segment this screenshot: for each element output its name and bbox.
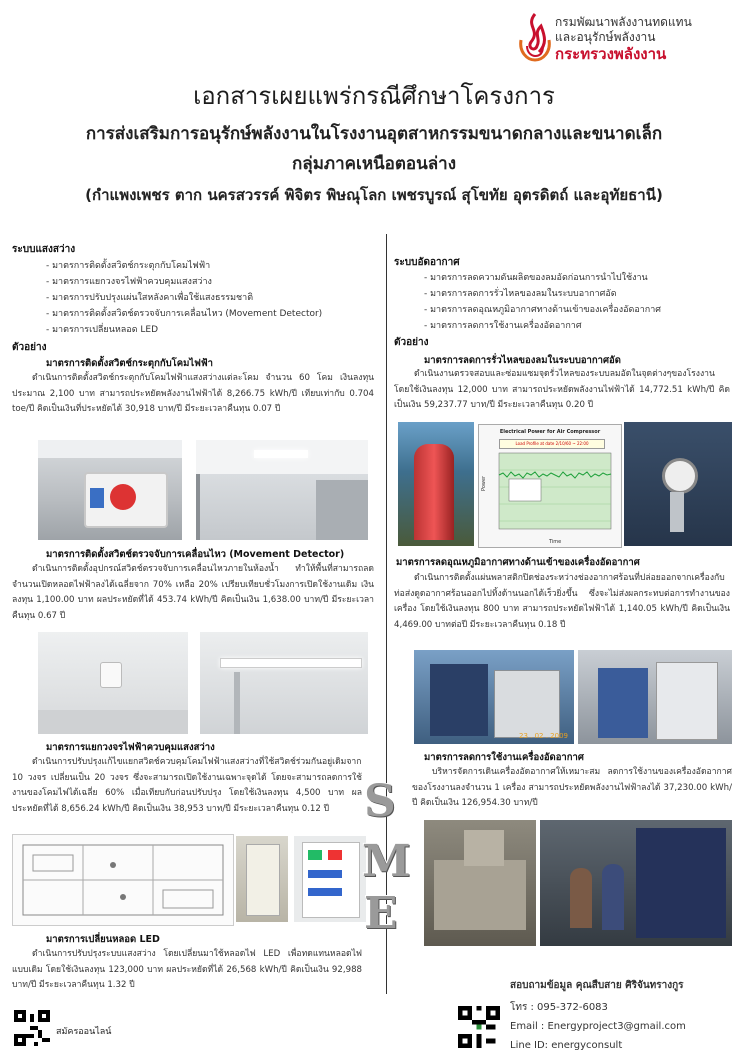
list-item: - มาตรการลดการรั่วไหลของลมในระบบอากาศอัด xyxy=(424,286,661,302)
page-title: เอกสารเผยแพร่กรณีศึกษาโครงการ xyxy=(193,82,555,110)
example-text: บริหารจัดการเดินเครื่องอัดอากาศให้เหมาะสม ลดการใช้งานของเครื่องอัดอากาศของโรงงานลงจำนวน 1 เครื่อง สามารถประหยัดพลังงานไฟฟ้าลงได้ 37,230.00 kWh/ปี คิดเป็นเงิน 126,954.30 บาท/ปี xyxy=(412,767,732,808)
org-name-line1: กรมพัฒนาพลังงานทดแทน xyxy=(555,15,692,29)
example-text: ดำเนินงานตรวจสอบและซ่อมแซมจุดรั่วไหลของระบบลมอัดในจุดต่างๆของโรงงาน โดยใช้เงินลงทุน 12,000 บาท สามารถประหยัดพลังงานไฟฟ้าได้ 14,772.51 kWh/ปี คิดเป็นเงิน 59,237.77 บาท/ปี มีระยะเวลาคืนทุน 0.20 ปี xyxy=(394,369,730,410)
photo-air-tank xyxy=(398,422,474,546)
photo-motion-sensor xyxy=(38,632,188,734)
photo-date-stamp: 23 . 02 . 2009 xyxy=(519,732,568,740)
svg-text:Power: Power xyxy=(481,475,487,491)
photo-labeled-switches xyxy=(294,836,366,922)
example-text: ดำเนินการปรับปรุงแก้ไขแยกสวิตช์ควบคุมโคมไฟฟ้าแสงสว่างที่ใช้สวิตช์ร่วมกันอยู่เดิมจาก 10 วงจร เปลี่ยนเป็น 20 วงจร ซึ่งจะสามารถเปิดใช้งานเฉพาะจุดได้ โดยจะสามารถลดการใช้งานของโคมไฟได้เฉลี่ย 60% เมื่อเทียบกับก่อนปรับปรุง โดยใช้เงินลงทุน 4,500 บาท ผลประหยัดที่ได้ 8,656.24 kWh/ปี คิดเป็นเงิน 38,953 บาท/ปี มีระยะเวลาคืนทุน 0.12 ปี xyxy=(12,757,362,814)
example-label: ตัวอย่าง xyxy=(12,342,47,353)
list-item: - มาตรการติดตั้งสวิตช์กระตุกกับโคมไฟฟ้า xyxy=(46,258,322,274)
org-name-line2: และอนุรักษ์พลังงาน xyxy=(555,30,656,44)
example-label: ตัวอย่าง xyxy=(394,337,429,348)
photo-pull-switch xyxy=(38,440,182,540)
chart-title: Electrical Power for Air Compressor xyxy=(499,429,601,435)
list-item: - มาตรการแยกวงจรไฟฟ้าควบคุมแสงสว่าง xyxy=(46,274,322,290)
subtitle-project: การส่งเสริมการอนุรักษ์พลังงานในโรงงานอุตสาหกรรมขนาดกลางและขนาดเล็ก xyxy=(85,124,663,144)
example-text: ดำเนินการติดตั้งอุปกรณ์สวิตช์ตรวจจับการเคลื่อนไหวภายในห้องน้ำ ทำให้พื้นที่สามารถลดจำนวนเปิดหลอดไฟฟ้าลงได้เฉลี่ยจาก 70% เหลือ 20% เปรียบเทียบชั่วโมงการเปิดใช้งานเดิม เงินลงทุน 1,100.00 บาท ผลประหยัดที่ได้ 453.74 kWh/ปี คิดเป็นเงิน 1,638.00 บาท/ปี มีระยะเวลาคืนทุน 0.67 ปี xyxy=(12,564,374,621)
photo-pressure-regulator xyxy=(624,422,732,546)
svg-text:Time: Time xyxy=(549,539,562,545)
qr-icon xyxy=(458,1006,500,1048)
chart-subtitle: Load Profile at date 2/10/60 ~ 22:00 xyxy=(499,439,605,449)
air-measures-list xyxy=(424,270,661,334)
qr-code-register[interactable] xyxy=(14,1010,50,1046)
example-text: ดำเนินการปรับปรุงระบบแสงสว่าง โดยเปลี่ยนมาใช้หลอดไฟ LED เพื่อทดแทนหลอดไฟแบบเดิม โดยใช้เงินลงทุน 123,000 บาท ผลประหยัดที่ได้ 26,568 kWh/ปี คิดเป็นเงิน 92,988 บาท/ปี มีระยะเวลาคืนทุน 1.32 ปี xyxy=(12,949,362,990)
section-lighting: ระบบแสงสว่าง xyxy=(12,244,76,255)
example-title: มาตรการเปลี่ยนหลอด LED xyxy=(46,934,160,945)
example-title: มาตรการแยกวงจรไฟฟ้าควบคุมแสงสว่าง xyxy=(46,742,215,753)
example-title: มาตรการลดอุณหภูมิอากาศทางด้านเข้าของเครื่องอัดอากาศ xyxy=(396,557,640,568)
photo-fluorescent-tube xyxy=(200,632,368,734)
example-title: มาตรการติดตั้งสวิตช์ตรวจจับการเคลื่อนไหว (Movement Detector) xyxy=(46,549,345,560)
contact-phone[interactable]: โทร : 095-372-6083 xyxy=(510,1002,608,1013)
contact-email[interactable]: Email : Energyproject3@gmail.com xyxy=(510,1021,686,1032)
section-compressed-air: ระบบอัดอากาศ xyxy=(394,257,460,268)
photo-switch-panel xyxy=(236,836,288,922)
list-item: - มาตรการลดอุณหภูมิอากาศทางด้านเข้าของเครื่องอัดอากาศ xyxy=(424,302,661,318)
register-online-label: สมัครออนไลน์ xyxy=(56,1027,112,1037)
contact-heading: สอบถามข้อมูล คุณสืบสาย ศิริจันทรางกูร xyxy=(510,980,684,991)
chart-plot xyxy=(479,425,621,547)
photo-compressor-units xyxy=(578,650,732,744)
example-title: มาตรการลดการรั่วไหลของลมในระบบอากาศอัด xyxy=(424,355,621,366)
example-text: ดำเนินการติดตั้งแผ่นพลาสติกปิดช่องระหว่างช่องอากาศร้อนที่ปล่อยออกจากเครื่องกับท่อส่งดูดอากาศร้อนออกไปทิ้งด้านนอกได้เร็วยิ่งขึ้น ซึ่งจะไม่ส่งผลกระทบต่อการทำงานของเครื่อง โดยใช้เงินลงทุน 800 บาท สามารถประหยัดไฟฟ้าได้ 1,140.05 kWh/ปี คิดเป็นเงิน 4,469.00 บาทต่อปี มีระยะเวลาคืนทุน 0.18 ปี xyxy=(394,573,730,630)
chart-air-compressor-power xyxy=(478,424,622,548)
photo-compressor-room xyxy=(414,650,574,744)
photo-plant-interior xyxy=(424,820,536,946)
photo-compressor-operators xyxy=(540,820,732,946)
sme-letter-s: S xyxy=(364,776,396,827)
example-title: มาตรการติดตั้งสวิตช์กระตุกกับโคมไฟฟ้า xyxy=(46,358,213,369)
list-item: - มาตรการเปลี่ยนหลอด LED xyxy=(46,322,322,338)
list-item: - มาตรการลดการใช้งานเครื่องอัดอากาศ xyxy=(424,318,661,334)
lighting-measures-list xyxy=(46,258,322,338)
photo-wiring-diagram xyxy=(12,834,234,926)
sme-letter-e: E xyxy=(364,888,398,939)
ministry-logo xyxy=(515,12,740,64)
example-title: มาตรการลดการใช้งานเครื่องอัดอากาศ xyxy=(424,752,584,763)
floor-plan-drawing xyxy=(13,835,233,925)
list-item: - มาตรการลดความดันผลิตของลมอัดก่อนการนำไปใช้งาน xyxy=(424,270,661,286)
contact-line-id[interactable]: Line ID: energyconsult xyxy=(510,1040,623,1051)
qr-icon xyxy=(14,1010,50,1046)
flame-logo-icon xyxy=(515,12,555,62)
example-text: ดำเนินการติดตั้งสวิตช์กระตุกกับโคมไฟฟ้าแสงสว่างแต่ละโคม จำนวน 60 โคม เงินลงทุนประมาณ 2,100 บาท สามารถประหยัดพลังงานไฟฟ้าได้ 8,266.75 kWh/ปี เทียบเท่ากับ 0.704 toe/ปี คิดเป็นเงินที่ประหยัดได้ 30,918 บาท/ปี มีระยะเวลาคืนทุน 0.07 ปี xyxy=(12,373,374,414)
photo-ceiling-light xyxy=(196,440,368,540)
subtitle-region: กลุ่มภาคเหนือตอนล่าง xyxy=(291,154,457,174)
ministry-name: กระทรวงพลังงาน xyxy=(555,45,667,63)
qr-code-line[interactable] xyxy=(458,1006,500,1048)
sme-letter-m: M xyxy=(362,836,411,887)
subtitle-provinces: (กำแพงเพชร ตาก นครสวรรค์ พิจิตร พิษณุโลก เพชรบูรณ์ สุโขทัย อุตรดิตถ์ และอุทัยธานี) xyxy=(85,186,663,204)
list-item: - มาตรการปรับปรุงแผ่นใสหลังคาเพื่อใช้แสงธรรมชาติ xyxy=(46,290,322,306)
list-item: - มาตรการติดตั้งสวิตช์ตรวจจับการเคลื่อนไหว (Movement Detector) xyxy=(46,306,322,322)
